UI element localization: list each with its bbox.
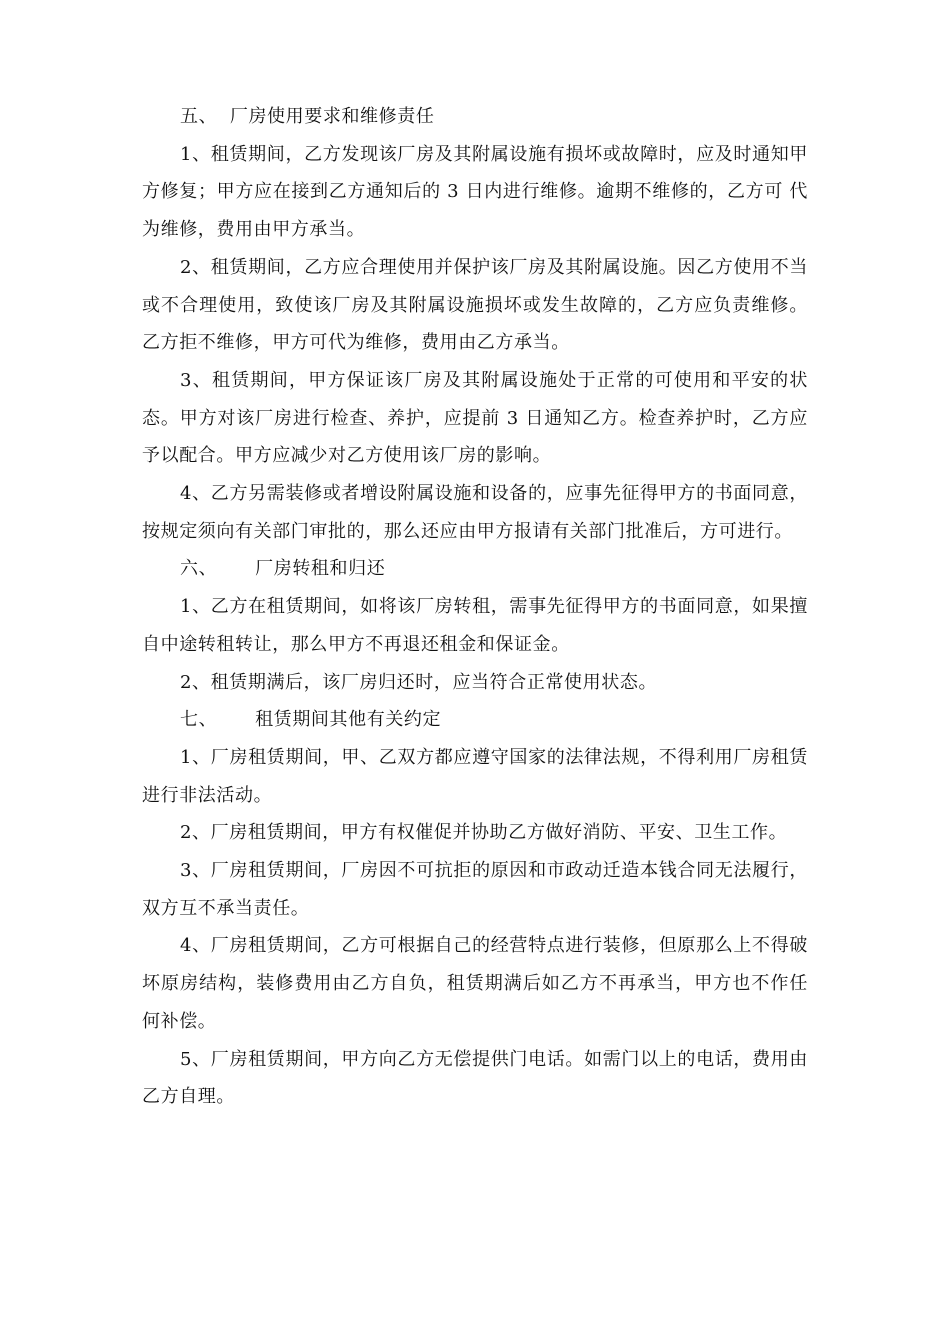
document-body [142,98,808,1116]
clause-paragraph: 1、厂房租赁期间，甲、乙双方都应遵守国家的法律法规，不得利用厂房租赁进行非法活动。 [142,746,808,806]
section-heading: 七、 租赁期间其他有关约定 [180,709,442,731]
section-5 [142,98,808,550]
clause-paragraph: 2、租赁期满后，该厂房归还时，应当符合正常使用状态。 [180,671,658,693]
section-6 [142,550,808,701]
section-7 [142,701,808,1116]
section-heading: 六、 厂房转租和归还 [180,558,386,580]
clause-paragraph: 1、乙方在租赁期间，如将该厂房转租，需事先征得甲方的书面同意，如果擅自中途转租转让，那么甲方不再退还租金和保证金。 [142,596,808,655]
clause-paragraph: 2、厂房租赁期间，甲方有权催促并协助乙方做好消防、平安、卫生工作。 [180,822,788,844]
clause-paragraph: 5、厂房租赁期间，甲方向乙方无偿提供门电话。如需门以上的电话，费用由乙方自理。 [142,1048,808,1108]
clause-paragraph: 1、租赁期间，乙方发现该厂房及其附属设施有损坏或故障时，应及时通知甲方修复；甲方应在接到乙方通知后的 3 日内进行维修。逾期不维修的，乙方可 代为维修，费用由甲方承当。 [142,143,808,241]
clause-paragraph: 3、租赁期间，甲方保证该厂房及其附属设施处于正常的可使用和平安的状态。甲方对该厂房进行检查、养护，应提前 3 日通知乙方。检查养护时，乙方应予以配合。甲方应减少对乙方使用该厂房的影响。 [142,369,808,467]
clause-paragraph: 4、厂房租赁期间，乙方可根据自己的经营特点进行装修，但原那么上不得破坏原房结构，装修费用由乙方自负，租赁期满后如乙方不再承当，甲方也不作任何补偿。 [142,935,808,1032]
clause-paragraph: 2、租赁期间，乙方应合理使用并保护该厂房及其附属设施。因乙方使用不当或不合理使用，致使该厂房及其附属设施损坏或发生故障的，乙方应负责维修。乙方拒不维修，甲方可代为维修，费用由乙方承当。 [142,256,808,354]
clause-paragraph: 3、厂房租赁期间，厂房因不可抗拒的原因和市政动迁造本钱合同无法履行，双方互不承当责任。 [142,860,808,919]
section-heading: 五、 厂房使用要求和维修责任 [180,106,435,127]
clause-paragraph: 4、乙方另需装修或者增设附属设施和设备的，应事先征得甲方的书面同意，按规定须向有关部门审批的，那么还应由甲方报请有关部门批准后，方可进行。 [142,483,808,542]
